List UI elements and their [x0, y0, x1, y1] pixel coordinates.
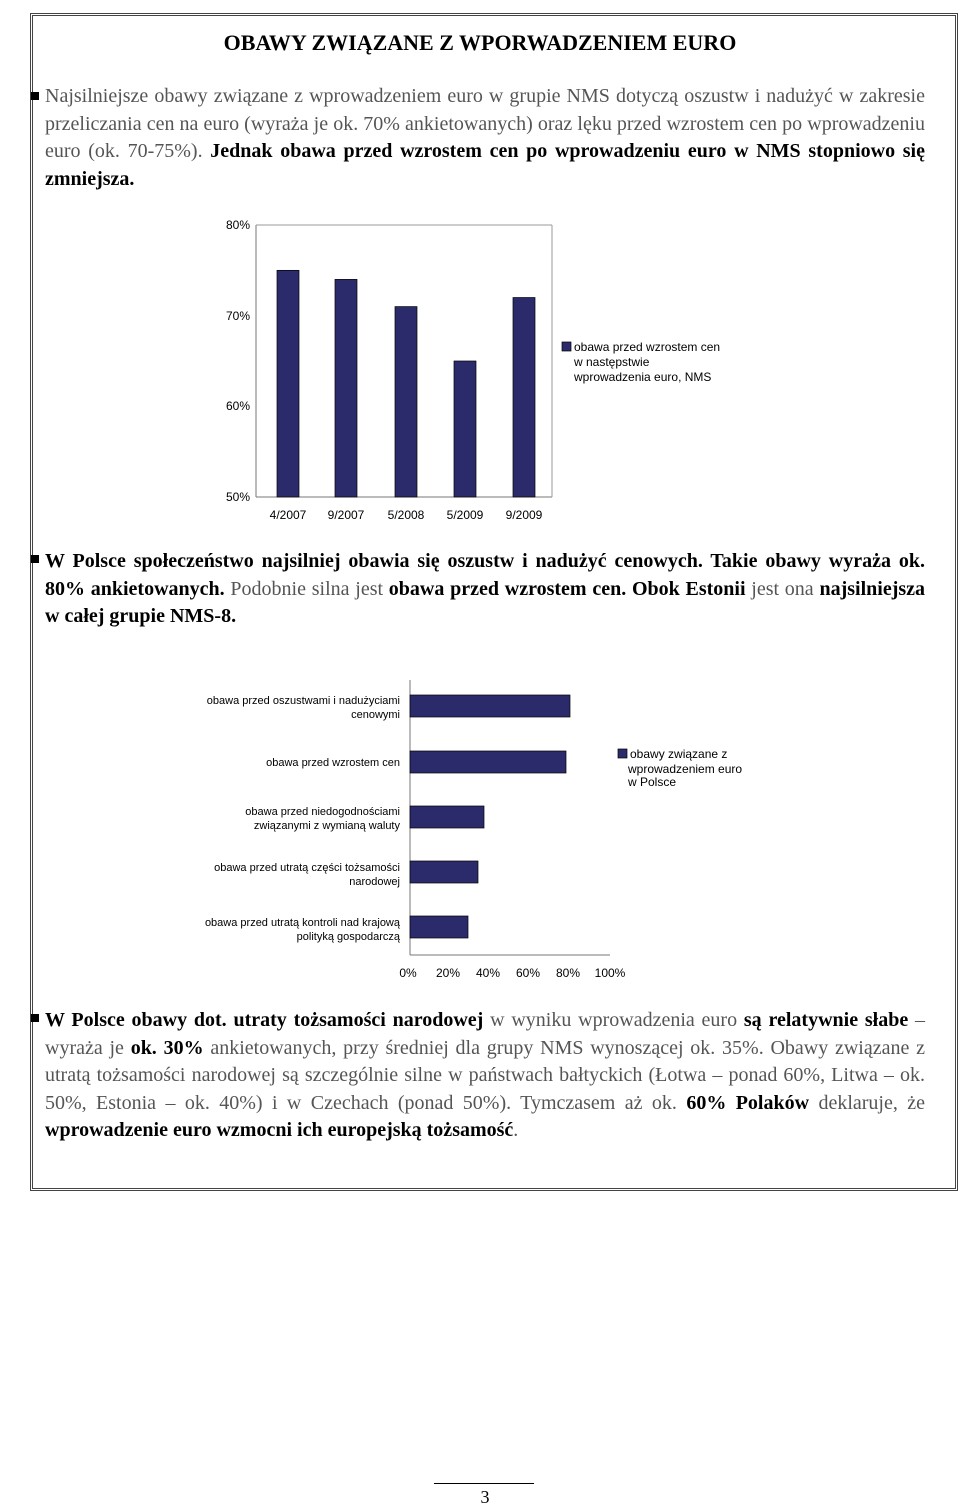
paragraph-2-bold-c: obawa przed wzrostem cen. Obok Estonii [388, 577, 746, 600]
chart1-legend-line: obawa przed wzrostem cen [574, 340, 721, 354]
paragraph-2-text-d: jest ona [745, 577, 820, 600]
paragraph-1-bold: Jednak obawa przed wzrostem cen po wprowadzeniu euro w NMS stopniowo się zmniejsza. [45, 140, 925, 190]
chart2-category-label: obawa przed wzrostem cen [266, 757, 400, 769]
paragraph-3-bold-g: 60% Polaków [686, 1091, 810, 1114]
chart1-bar [454, 361, 476, 497]
paragraph-2-bold-e: najsilniejsza w całej grupie NMS-8. [45, 577, 926, 627]
chart1-xtick: 5/2008 [387, 508, 425, 522]
bullet-1 [31, 92, 39, 100]
chart1-xtick: 5/2009 [446, 508, 484, 522]
paragraph-1-text: Najsilniejsze obawy związane z wprowadzeniem euro w grupie NMS dotyczą oszustw i nadużyć w zakresie przeliczania cen na euro (wyraża je ok. 70% ankietowanych) oraz lęku przed wzrostem cen po wprowadzeniu euro (ok. 70-75%). [45, 85, 925, 162]
paragraph-3-text-h: deklaruje, że [809, 1091, 925, 1114]
paragraph-3-text-f: ankietowanych, przy średniej dla grupy NMS wynoszącej ok. 35%. Obawy związane z utratą tożsamości narodowej są szczególnie silne w państwach bałtyckich (Łotwa – ponad 60%, Litwa – ok. 50%, Estonia – ok. 40%) i w Czechach (ponad 50%). Tymczasem aż ok. [45, 1036, 925, 1114]
chart2-xtick: 80% [555, 966, 581, 980]
paragraph-1 [45, 83, 925, 193]
chart1-ytick: 70% [225, 309, 250, 323]
chart2-category-label: narodowej [349, 876, 400, 888]
paragraph-3-text-d: – wyraża je [45, 1009, 926, 1059]
chart2-xtick: 40% [475, 966, 501, 980]
bullet-2 [31, 555, 39, 563]
page-title: OBAWY ZWIĄZANE Z WPORWADZENIEM EURO [223, 30, 737, 55]
chart1-bar [277, 270, 299, 497]
chart-price-fear-nms [200, 215, 780, 530]
chart1-xtick: 9/2007 [327, 508, 365, 522]
chart2-category-label: obawa przed utratą części tożsamości [214, 862, 400, 874]
paragraph-3-text-j: . [513, 1119, 519, 1141]
chart2-category-label: związanymi z wymianą waluty [253, 820, 400, 832]
paragraph-2-bold-a: W Polsce społeczeństwo najsilniej obawia się oszustw i nadużyć cenowych. Takie obawy wyraża ok. 80% ankietowanych. [45, 550, 925, 600]
page-number: 3 [480, 1487, 490, 1507]
chart2-category-label: cenowymi [351, 709, 400, 721]
chart2-xtick: 100% [594, 966, 626, 980]
chart1-ytick: 60% [225, 399, 250, 413]
chart1-ytick: 80% [225, 218, 250, 232]
chart2-xtick: 0% [399, 966, 417, 980]
page-number-rule [434, 1483, 534, 1484]
chart2-xtick: 60% [515, 966, 541, 980]
chart2-category-label: obawa przed oszustwami i nadużyciami [206, 695, 400, 707]
paragraph-2-text-b: Podobnie silna jest [224, 577, 389, 600]
chart2-legend-line: wprowadzeniem euro [628, 762, 743, 776]
paragraph-3-bold-a: W Polsce obawy dot. utraty tożsamości narodowej [45, 1009, 484, 1031]
paragraph-2 [45, 548, 925, 631]
bullet-3 [31, 1014, 39, 1022]
chart1-legend-line: wprowadzenia euro, NMS [574, 370, 712, 384]
chart2-category-label: polityką gospodarczą [296, 931, 400, 943]
chart2-legend-line: w Polsce [628, 775, 677, 789]
chart2-bar [410, 695, 570, 717]
chart-euro-fears-poland [200, 670, 780, 990]
chart1-xtick: 9/2009 [505, 508, 543, 522]
chart2-category-label: obawa przed niedogodnościami [245, 806, 400, 818]
paragraph-3-bold-i: wprowadzenie euro wzmocni ich europejską tożsamość [45, 1119, 514, 1141]
chart2-bar [410, 806, 484, 828]
chart1-bar [335, 279, 357, 497]
chart2-bar [410, 751, 566, 773]
chart2-bar [410, 861, 478, 883]
chart2-xtick: 20% [435, 966, 461, 980]
paragraph-3-bold-c: są relatywnie słabe [743, 1009, 909, 1031]
chart1-bar [513, 298, 535, 497]
chart1-ytick: 50% [225, 490, 250, 504]
chart2-bar [410, 916, 468, 938]
chart2-legend-swatch [618, 749, 627, 758]
paragraph-3-text-b: w wyniku wprowadzenia euro [483, 1009, 744, 1031]
chart1-bar [395, 307, 417, 497]
paragraph-3 [45, 1007, 925, 1145]
chart1-legend-line: w następstwie [574, 355, 650, 369]
chart2-category-label: obawa przed utratą kontroli nad krajową [204, 917, 400, 929]
paragraph-3-bold-e: ok. 30% [130, 1036, 204, 1059]
chart1-xtick: 4/2007 [269, 508, 307, 522]
chart2-legend-line: obawy związane z [630, 747, 728, 761]
chart1-legend-swatch [562, 342, 571, 351]
